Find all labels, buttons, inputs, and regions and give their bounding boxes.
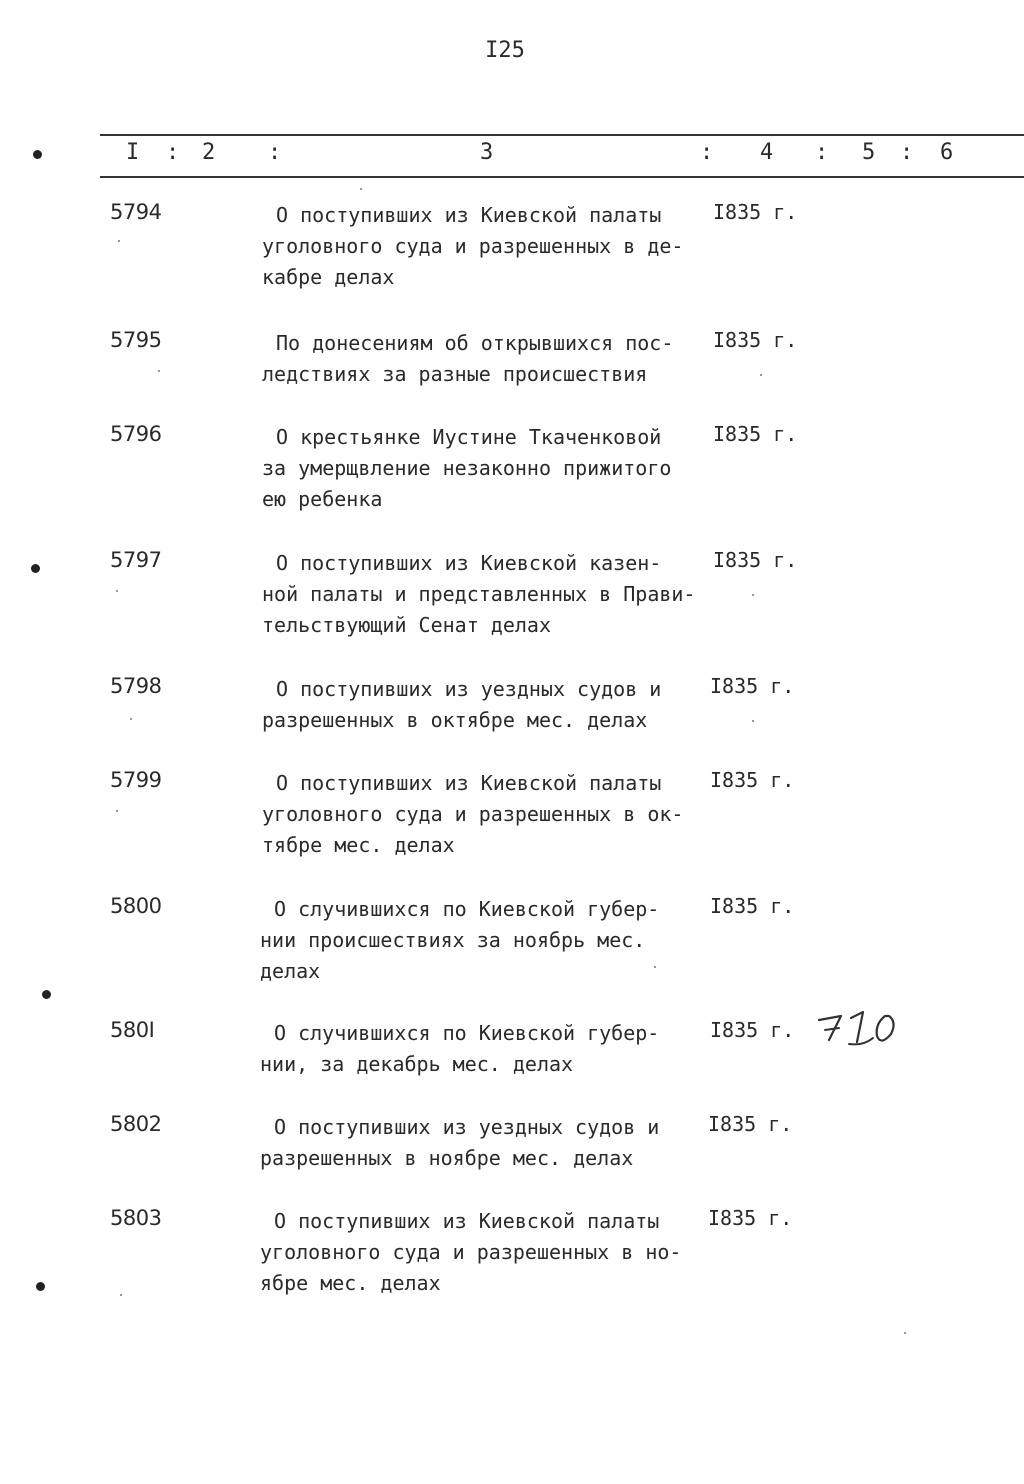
entry-number: 5798 (110, 674, 162, 698)
entry-title-line: ной палаты и представленных в Прави- (262, 582, 696, 606)
column-separator: : (900, 140, 914, 165)
entry-title-line: тябре мес. делах (262, 833, 455, 857)
entry-number: 5794 (110, 200, 162, 224)
entry-title-line: По донесениям об открывшихся пос- (276, 331, 674, 355)
header-rule-bottom (100, 176, 1024, 178)
binding-hole (33, 150, 42, 159)
paper-speck (130, 718, 132, 720)
entry-title-line: ледствиях за разные происшествия (262, 362, 648, 386)
entry-title-line: за умерщвление незаконно прижитого (262, 456, 672, 480)
paper-speck (760, 374, 762, 376)
header-rule-top (100, 134, 1024, 136)
entry-title (262, 422, 712, 515)
binding-hole (36, 1282, 45, 1291)
entry-title-line: О поступивших из уездных судов и (274, 1115, 660, 1139)
paper-speck (360, 188, 362, 190)
column-header-4: 4 (760, 140, 774, 165)
paper-speck (752, 594, 754, 596)
entry-number: 5796 (110, 422, 162, 446)
entry-number: 580I (110, 1018, 155, 1042)
entry-title-line: уголовного суда и разрешенных в ок- (262, 802, 684, 826)
entry-year: I835 г. (710, 674, 795, 698)
entry-title-line: О поступивших из уездных судов и (276, 677, 662, 701)
entry-number: 5795 (110, 328, 162, 352)
binding-hole (42, 990, 51, 999)
paper-speck (654, 966, 656, 968)
page-number: I25 (485, 38, 525, 63)
entry-title-line: О поступивших из Киевской палаты (276, 771, 662, 795)
paper-speck (752, 720, 754, 722)
entry-number: 5800 (110, 894, 162, 918)
entry-year: I835 г. (710, 1018, 795, 1042)
paper-speck (120, 1294, 122, 1296)
entry-number: 5802 (110, 1112, 162, 1136)
entry-title-line: О случившихся по Киевской губер- (274, 897, 660, 921)
column-header-2: 2 (202, 140, 216, 165)
entry-title-line: тельствующий Сенат делах (262, 613, 551, 637)
column-header-5: 5 (862, 140, 876, 165)
entry-year: I835 г. (708, 1112, 793, 1136)
entry-number: 5803 (110, 1206, 162, 1230)
handwritten-annotation (815, 1004, 910, 1052)
entry-number: 5799 (110, 768, 162, 792)
entry-title-line: О поступивших из Киевской казен- (276, 551, 662, 575)
entry-title (260, 1206, 710, 1299)
entry-year: I835 г. (710, 768, 795, 792)
entry-title-line: уголовного суда и разрешенных в де- (262, 234, 684, 258)
entry-year: I835 г. (713, 422, 798, 446)
entry-title-line: уголовного суда и разрешенных в но- (260, 1240, 682, 1264)
entry-title (262, 674, 712, 736)
binding-hole (31, 564, 40, 573)
entry-title-line: нии, за декабрь мес. делах (260, 1052, 574, 1076)
entry-title-line: ею ребенка (262, 487, 383, 511)
paper-speck (118, 240, 120, 242)
entry-title-line: разрешенных в октябре мес. делах (262, 708, 648, 732)
column-header-6: 6 (940, 140, 954, 165)
column-header-1: I (126, 140, 140, 165)
entry-year: I835 г. (713, 328, 798, 352)
entry-title-line: О крестьянке Иустине Ткаченковой (276, 425, 662, 449)
entry-title (262, 768, 712, 861)
column-separator: : (700, 140, 714, 165)
entry-year: I835 г. (713, 548, 798, 572)
column-separator: : (166, 140, 180, 165)
paper-speck (116, 810, 118, 812)
entry-year: I835 г. (713, 200, 798, 224)
entry-title (262, 548, 712, 641)
entry-year: I835 г. (710, 894, 795, 918)
entry-title-line: нии происшествиях за ноябрь мес. (260, 928, 646, 952)
entry-title (260, 894, 710, 987)
entry-title (262, 328, 712, 390)
entry-title-line: О поступивших из Киевской палаты (274, 1209, 660, 1233)
entry-year: I835 г. (708, 1206, 793, 1230)
entry-title (262, 200, 712, 293)
entry-title-line: разрешенных в ноябре мес. делах (260, 1146, 634, 1170)
column-separator: : (268, 140, 282, 165)
entry-number: 5797 (110, 548, 162, 572)
entry-title-line: делах (260, 959, 321, 983)
paper-speck (904, 1332, 906, 1334)
column-separator: : (815, 140, 829, 165)
entry-title-line: кабре делах (262, 265, 395, 289)
handwritten-number-icon (815, 1004, 910, 1052)
paper-speck (116, 590, 118, 592)
paper-speck (158, 370, 160, 372)
entry-title-line: ябре мес. делах (260, 1271, 441, 1295)
column-header-3: 3 (480, 140, 494, 165)
column-header-row (0, 140, 1024, 170)
entry-title (260, 1112, 710, 1174)
entry-title-line: О случившихся по Киевской губер- (274, 1021, 660, 1045)
entry-title-line: О поступивших из Киевской палаты (276, 203, 662, 227)
entry-title (260, 1018, 710, 1080)
